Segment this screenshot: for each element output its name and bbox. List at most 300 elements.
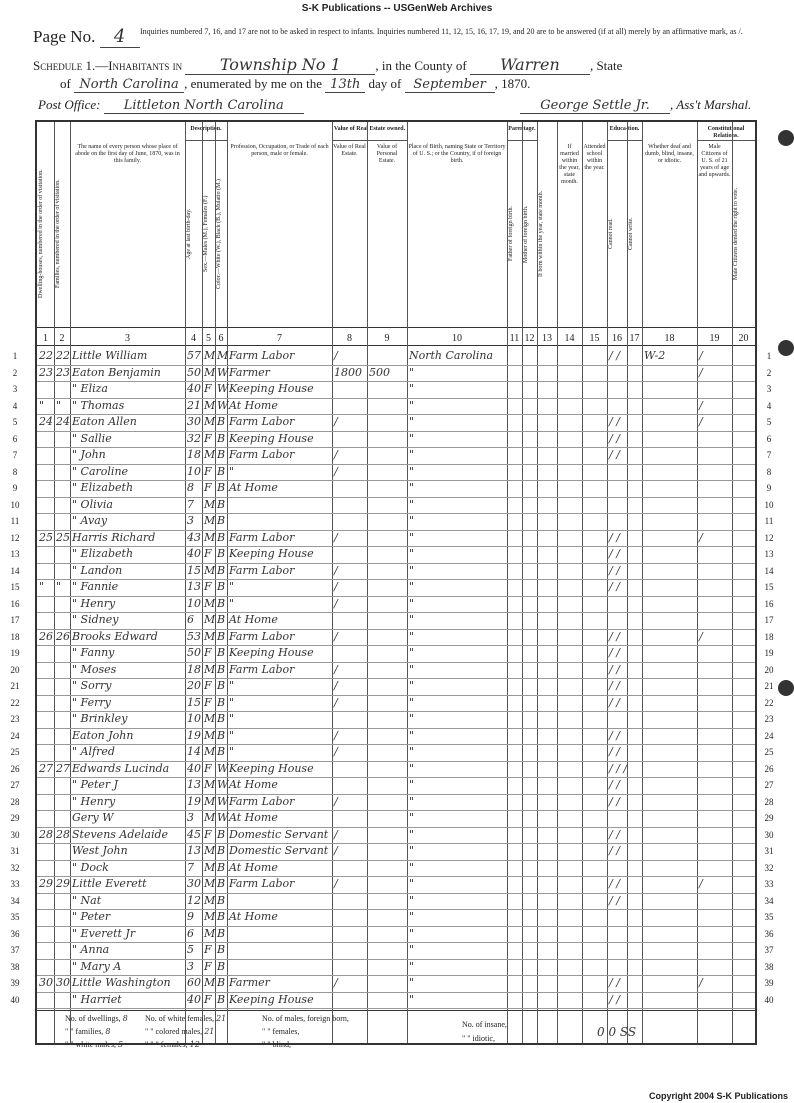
column-number: 19 bbox=[709, 333, 720, 344]
year-label: , 1870. bbox=[494, 76, 531, 91]
cell-sex: M bbox=[204, 398, 216, 412]
cell-c19: / bbox=[699, 530, 703, 544]
cell-age: 3 bbox=[187, 514, 194, 527]
cell-color: B bbox=[217, 844, 226, 857]
cell-color: W bbox=[217, 761, 229, 775]
table-row bbox=[37, 777, 755, 794]
cell-name: " Caroline bbox=[72, 464, 129, 478]
cell-f: " bbox=[56, 398, 62, 412]
cell-name: " Everett Jr bbox=[72, 926, 136, 940]
cell-sex: F bbox=[204, 382, 212, 395]
cell-color: B bbox=[217, 613, 226, 626]
state-label: , State bbox=[589, 58, 623, 73]
cell-color: W bbox=[217, 794, 229, 808]
cell-birth: " bbox=[409, 547, 415, 560]
cell-re: / bbox=[334, 844, 338, 857]
table-row bbox=[37, 414, 755, 431]
table-row bbox=[37, 794, 755, 811]
line-number-left: 30 bbox=[10, 829, 20, 840]
cell-lit: / / bbox=[609, 893, 620, 907]
cell-name: West John bbox=[72, 844, 128, 857]
cell-c19: / bbox=[699, 415, 703, 428]
cell-color: M bbox=[217, 349, 229, 362]
cell-d: " bbox=[39, 398, 45, 412]
cell-occ: " bbox=[229, 728, 235, 742]
cell-lit: / / bbox=[609, 448, 620, 461]
cell-f: 24 bbox=[56, 415, 70, 428]
cell-lit: / / bbox=[609, 530, 620, 544]
cell-re: / bbox=[334, 827, 338, 841]
cell-name: " Brinkley bbox=[72, 712, 128, 725]
table-row bbox=[37, 348, 755, 365]
table-row bbox=[37, 942, 755, 959]
colored-females-value: 12 bbox=[189, 1040, 200, 1049]
cell-birth: " bbox=[409, 844, 415, 857]
line-number-right: 8 bbox=[766, 466, 772, 477]
line-number-right: 12 bbox=[764, 532, 774, 543]
table-row bbox=[37, 530, 755, 547]
cell-birth: " bbox=[409, 398, 415, 412]
line-number-left: 2 bbox=[12, 367, 18, 378]
cell-birth: " bbox=[409, 778, 415, 791]
line-number-right: 22 bbox=[764, 697, 774, 708]
line-number-left: 9 bbox=[12, 483, 18, 493]
cell-age: 18 bbox=[187, 448, 201, 461]
cell-sex: M bbox=[204, 728, 216, 742]
line-number-right: 13 bbox=[764, 549, 774, 559]
line-number-left: 32 bbox=[10, 862, 20, 873]
cell-occ: Farm Labor bbox=[229, 662, 295, 676]
line-number-left: 14 bbox=[10, 565, 20, 576]
cell-sex: F bbox=[204, 679, 212, 692]
summary-divider bbox=[37, 1010, 755, 1011]
column-number: 16 bbox=[612, 333, 622, 344]
cell-f: 30 bbox=[56, 976, 70, 989]
cell-occ: Farm Labor bbox=[229, 629, 295, 643]
line-number-left: 3 bbox=[12, 384, 18, 394]
column-header: Father of foreign birth. bbox=[508, 206, 514, 262]
cell-name: " Alfred bbox=[72, 745, 115, 758]
column-header: Value of Personal Estate. bbox=[376, 144, 398, 164]
summary-dwellings bbox=[65, 1014, 128, 1023]
cell-f: 25 bbox=[56, 530, 70, 544]
cell-lit: / / bbox=[609, 728, 620, 742]
cell-sex: F bbox=[204, 580, 212, 593]
column-number: 10 bbox=[452, 333, 462, 344]
cell-lit: / / bbox=[609, 695, 620, 709]
summary-blind: " " blind, bbox=[262, 1040, 291, 1049]
cell-re: / bbox=[334, 976, 338, 989]
column-header: Cannot write. bbox=[628, 217, 634, 251]
cell-d: 23 bbox=[39, 365, 53, 379]
cell-birth: North Carolina bbox=[409, 349, 494, 362]
month-field: September bbox=[405, 77, 495, 93]
cell-f: 28 bbox=[56, 827, 70, 841]
cell-re: / bbox=[334, 563, 338, 577]
cell-name: " Fanny bbox=[72, 646, 115, 659]
cell-birth: " bbox=[409, 976, 415, 989]
cell-birth: " bbox=[409, 431, 415, 445]
cell-birth: " bbox=[409, 613, 415, 626]
cell-d: 28 bbox=[39, 827, 53, 841]
cell-color: W bbox=[217, 398, 229, 412]
cell-sex: M bbox=[204, 794, 216, 808]
cell-d: 29 bbox=[39, 877, 53, 890]
table-row bbox=[37, 744, 755, 761]
column-header: Age at last birth-day. bbox=[186, 208, 192, 260]
column-header: Mother of foreign birth. bbox=[523, 205, 529, 263]
cell-age: 50 bbox=[187, 646, 201, 659]
county-field: Warren bbox=[470, 55, 590, 75]
colored-females-label: " " " females, bbox=[145, 1040, 188, 1049]
enumerated-label: , enumerated by me on the bbox=[184, 76, 322, 91]
line-number-right: 19 bbox=[764, 648, 774, 658]
cell-age: 10 bbox=[187, 712, 201, 725]
table-row bbox=[37, 365, 755, 382]
table-row bbox=[37, 810, 755, 827]
cell-f: 22 bbox=[56, 349, 70, 362]
cell-re: / bbox=[334, 679, 338, 692]
cell-sex: M bbox=[204, 860, 216, 874]
marshal-line bbox=[520, 97, 751, 114]
cell-re: / bbox=[334, 448, 338, 461]
cell-lit: / / bbox=[609, 992, 620, 1006]
cell-birth: " bbox=[409, 530, 415, 544]
white-males-label: " " white males, bbox=[65, 1040, 116, 1049]
page-label: Page No. bbox=[33, 27, 96, 46]
cell-occ: Farm Labor bbox=[229, 530, 295, 544]
cell-age: 40 bbox=[187, 761, 201, 775]
cell-name: " John bbox=[72, 448, 106, 461]
cell-c19: / bbox=[699, 398, 703, 412]
cell-name: " Dock bbox=[72, 860, 109, 874]
line-number-left: 6 bbox=[12, 433, 18, 444]
cell-occ: At Home bbox=[229, 860, 278, 874]
cell-age: 57 bbox=[187, 349, 201, 362]
cell-occ: At Home bbox=[229, 811, 278, 824]
cell-c19: / bbox=[699, 629, 703, 643]
cell-age: 13 bbox=[187, 844, 201, 857]
instructions: Inquiries numbered 7, 16, and 17 are not to be asked in respect to infants. Inquiries numbered 11, 12, 15, 16, 17, 19, and 20 are to be answered (if at all) merely by an affirmative mark, as /. bbox=[140, 27, 743, 36]
cell-age: 13 bbox=[187, 580, 201, 593]
cell-re: / bbox=[334, 464, 338, 478]
cell-lit: / / bbox=[609, 976, 620, 989]
cell-c19: / bbox=[699, 349, 703, 362]
cell-color: B bbox=[217, 712, 226, 725]
cell-color: B bbox=[217, 926, 226, 940]
cell-age: 6 bbox=[187, 926, 194, 940]
cell-sex: F bbox=[204, 959, 212, 973]
column-number: 2 bbox=[59, 333, 65, 344]
cell-lit: / / bbox=[609, 580, 620, 593]
cell-sex: M bbox=[204, 778, 216, 791]
cell-color: B bbox=[217, 827, 226, 841]
cell-birth: " bbox=[409, 365, 415, 379]
cell-age: 15 bbox=[187, 695, 201, 709]
cell-color: W bbox=[217, 811, 229, 824]
line-number-right: 9 bbox=[766, 483, 772, 493]
cell-birth: " bbox=[409, 910, 415, 923]
cell-d: 27 bbox=[39, 761, 53, 775]
cell-birth: " bbox=[409, 712, 415, 725]
line-number-right: 35 bbox=[764, 912, 774, 922]
binding-hole-top bbox=[778, 130, 794, 146]
colored-males-value: 21 bbox=[204, 1027, 215, 1036]
cell-age: 18 bbox=[187, 662, 201, 676]
white-males-value: 5 bbox=[117, 1040, 124, 1049]
cell-birth: " bbox=[409, 415, 415, 428]
cell-name: " Harriet bbox=[72, 992, 122, 1006]
cell-age: 40 bbox=[187, 382, 201, 395]
cell-name: Brooks Edward bbox=[72, 629, 158, 643]
cell-sex: M bbox=[204, 563, 216, 577]
line-number-left: 15 bbox=[10, 582, 20, 592]
cell-birth: " bbox=[409, 563, 415, 577]
column-number: 5 bbox=[206, 333, 211, 344]
day-field: 13th bbox=[325, 77, 365, 93]
cell-age: 19 bbox=[187, 794, 201, 808]
column-header: Male Citizens denied the right to vote. bbox=[733, 187, 739, 281]
cell-occ: " bbox=[229, 695, 235, 709]
column-number: 13 bbox=[542, 333, 552, 344]
line-number-left: 17 bbox=[10, 615, 20, 625]
line-number-left: 19 bbox=[10, 648, 20, 658]
line-number-right: 33 bbox=[764, 879, 774, 889]
cell-birth: " bbox=[409, 662, 415, 676]
schedule-line bbox=[33, 55, 622, 75]
cell-age: 45 bbox=[187, 827, 201, 841]
cell-lit: / / bbox=[609, 778, 620, 791]
cell-sex: F bbox=[204, 481, 212, 494]
education-group: Educa-tion. bbox=[607, 126, 642, 141]
cell-occ: " bbox=[229, 712, 235, 725]
cell-age: 7 bbox=[187, 497, 194, 511]
column-number: 15 bbox=[589, 333, 600, 344]
cell-c19: / bbox=[699, 877, 703, 890]
cell-sex: M bbox=[204, 976, 216, 989]
cell-age: 6 bbox=[187, 613, 194, 626]
cell-color: B bbox=[217, 596, 226, 610]
colored-males-label: " " colored males, bbox=[145, 1027, 203, 1036]
page-number-header bbox=[33, 26, 140, 48]
line-number-right: 24 bbox=[764, 730, 774, 741]
cell-age: 5 bbox=[187, 943, 194, 956]
cell-name: " Thomas bbox=[72, 398, 125, 412]
cell-age: 50 bbox=[187, 365, 201, 379]
line-number-right: 25 bbox=[764, 747, 774, 757]
cell-sex: M bbox=[204, 712, 216, 725]
cell-lit: / / bbox=[609, 794, 620, 808]
page-number: 4 bbox=[100, 26, 140, 48]
line-number-left: 13 bbox=[10, 549, 20, 559]
cell-re: / bbox=[334, 728, 338, 742]
cell-color: B bbox=[217, 728, 226, 742]
line-number-right: 17 bbox=[764, 615, 774, 625]
cell-re: 1800 bbox=[334, 365, 362, 379]
cell-name: " Elizabeth bbox=[72, 481, 134, 494]
cell-sex: M bbox=[204, 530, 216, 544]
column-number: 14 bbox=[564, 333, 575, 344]
table-row bbox=[37, 612, 755, 629]
cell-lit: / / bbox=[609, 877, 620, 890]
cell-col18: W-2 bbox=[644, 349, 666, 362]
cell-color: B bbox=[217, 464, 226, 478]
cell-occ: Farm Labor bbox=[229, 877, 295, 890]
summary-white-females bbox=[145, 1014, 226, 1023]
line-number-left: 4 bbox=[12, 400, 18, 411]
post-office-label: Post Office: bbox=[38, 97, 101, 112]
line-number-right: 38 bbox=[764, 961, 774, 972]
cell-name: Little Everett bbox=[72, 877, 147, 890]
cell-re: / bbox=[334, 794, 338, 808]
line-number-right: 11 bbox=[764, 516, 774, 526]
table-row bbox=[37, 546, 755, 563]
cell-sex: M bbox=[204, 613, 216, 626]
cell-color: B bbox=[217, 563, 226, 577]
cell-f: 26 bbox=[56, 629, 70, 643]
cell-d: 30 bbox=[39, 976, 53, 989]
cell-sex: M bbox=[204, 497, 216, 511]
cell-color: B bbox=[217, 431, 226, 445]
column-number: 1 bbox=[43, 333, 48, 344]
cell-birth: " bbox=[409, 382, 415, 395]
cell-name: " Avay bbox=[72, 514, 108, 527]
schedule-label: Schedule 1.—Inhabitants in bbox=[33, 58, 183, 73]
table-row bbox=[37, 678, 755, 695]
cell-birth: " bbox=[409, 695, 415, 709]
table-row bbox=[37, 975, 755, 992]
table-row bbox=[37, 926, 755, 943]
line-number-left: 28 bbox=[10, 796, 20, 807]
cell-name: " Olivia bbox=[72, 497, 113, 511]
cell-birth: " bbox=[409, 877, 415, 890]
cell-name: " Sidney bbox=[72, 613, 119, 626]
cell-name: " Ferry bbox=[72, 695, 111, 709]
table-row bbox=[37, 959, 755, 976]
cell-name: " Landon bbox=[72, 563, 123, 577]
line-number-left: 39 bbox=[10, 978, 20, 988]
binding-hole-lower bbox=[778, 680, 794, 696]
cell-name: " Elizabeth bbox=[72, 547, 134, 560]
cell-occ: " bbox=[229, 745, 235, 758]
cell-lit: / / bbox=[609, 646, 620, 659]
cell-age: 14 bbox=[187, 745, 201, 758]
cell-re: / bbox=[334, 695, 338, 709]
marshal-field: George Settle Jr. bbox=[520, 98, 670, 114]
cell-age: 7 bbox=[187, 860, 194, 874]
cell-color: B bbox=[217, 530, 226, 544]
line-number-left: 23 bbox=[10, 714, 20, 724]
cell-re: / bbox=[334, 877, 338, 890]
cell-name: " Moses bbox=[72, 662, 117, 676]
cell-age: 12 bbox=[187, 893, 201, 907]
cell-lit: / / bbox=[609, 844, 620, 857]
column-number: 7 bbox=[277, 333, 282, 344]
cell-sex: M bbox=[204, 448, 216, 461]
cell-color: B bbox=[217, 662, 226, 676]
table-row bbox=[37, 513, 755, 530]
cell-lit: / / bbox=[609, 431, 620, 445]
table-row bbox=[37, 596, 755, 613]
cell-occ: Keeping House bbox=[229, 382, 314, 395]
line-number-right: 28 bbox=[764, 796, 774, 807]
cell-age: 10 bbox=[187, 464, 201, 478]
cell-birth: " bbox=[409, 596, 415, 610]
cell-sex: M bbox=[204, 629, 216, 643]
cell-re: / bbox=[334, 530, 338, 544]
cell-name: " Anna bbox=[72, 943, 110, 956]
line-number-right: 7 bbox=[766, 450, 772, 460]
line-number-left: 20 bbox=[10, 664, 20, 675]
cell-occ: Farm Labor bbox=[229, 349, 295, 362]
constitutional-group: Constitutional Relations. bbox=[697, 126, 755, 141]
summary-colored-females bbox=[145, 1040, 200, 1049]
line-number-right: 6 bbox=[766, 433, 772, 444]
state-line bbox=[60, 76, 530, 93]
cell-age: 13 bbox=[187, 778, 201, 791]
cell-age: 40 bbox=[187, 547, 201, 560]
colnum-divider bbox=[37, 345, 755, 346]
cell-birth: " bbox=[409, 745, 415, 758]
table-row bbox=[37, 711, 755, 728]
cell-name: Stevens Adelaide bbox=[72, 827, 169, 841]
cell-re: / bbox=[334, 629, 338, 643]
line-number-left: 11 bbox=[10, 516, 20, 526]
line-number-right: 30 bbox=[764, 829, 774, 840]
cell-birth: " bbox=[409, 728, 415, 742]
line-number-right: 14 bbox=[764, 565, 774, 576]
cell-name: " Sorry bbox=[72, 679, 112, 692]
cell-sex: M bbox=[204, 926, 216, 940]
column-header: Place of Birth, naming State or Territory of U. S.; or the Country, if of foreign birth. bbox=[408, 144, 506, 164]
line-number-left: 5 bbox=[12, 417, 18, 427]
table-row bbox=[37, 431, 755, 448]
line-number-left: 10 bbox=[10, 499, 20, 510]
table-row bbox=[37, 447, 755, 464]
cell-color: B bbox=[217, 514, 226, 527]
line-number-right: 36 bbox=[764, 928, 774, 939]
cell-d: 24 bbox=[39, 415, 53, 428]
line-number-left: 7 bbox=[12, 450, 18, 460]
cell-sex: M bbox=[204, 844, 216, 857]
cell-lit: / / bbox=[609, 745, 620, 758]
cell-color: B bbox=[217, 992, 226, 1006]
table-row bbox=[37, 662, 755, 679]
dwellings-label: No. of dwellings, bbox=[65, 1014, 121, 1023]
cell-birth: " bbox=[409, 629, 415, 643]
cell-occ: Farm Labor bbox=[229, 563, 295, 577]
table-row bbox=[37, 893, 755, 910]
summary-families bbox=[65, 1027, 110, 1036]
cell-color: B bbox=[217, 976, 226, 989]
cell-birth: " bbox=[409, 448, 415, 461]
cell-name: " Nat bbox=[72, 893, 102, 907]
line-number-right: 27 bbox=[764, 780, 774, 790]
line-number-right: 39 bbox=[764, 978, 774, 988]
cell-birth: " bbox=[409, 580, 415, 593]
line-number-right: 23 bbox=[764, 714, 774, 724]
cell-c19: / bbox=[699, 365, 703, 379]
line-number-left: 33 bbox=[10, 879, 20, 889]
cell-occ: Keeping House bbox=[229, 992, 314, 1006]
cell-age: 30 bbox=[187, 877, 201, 890]
column-header: Cannot read. bbox=[608, 218, 614, 250]
column-number: 6 bbox=[218, 333, 224, 344]
summary-idiotic: " " idiotic, bbox=[462, 1034, 495, 1043]
cell-age: 19 bbox=[187, 728, 201, 742]
cell-birth: " bbox=[409, 481, 415, 494]
column-number: 8 bbox=[347, 333, 352, 344]
